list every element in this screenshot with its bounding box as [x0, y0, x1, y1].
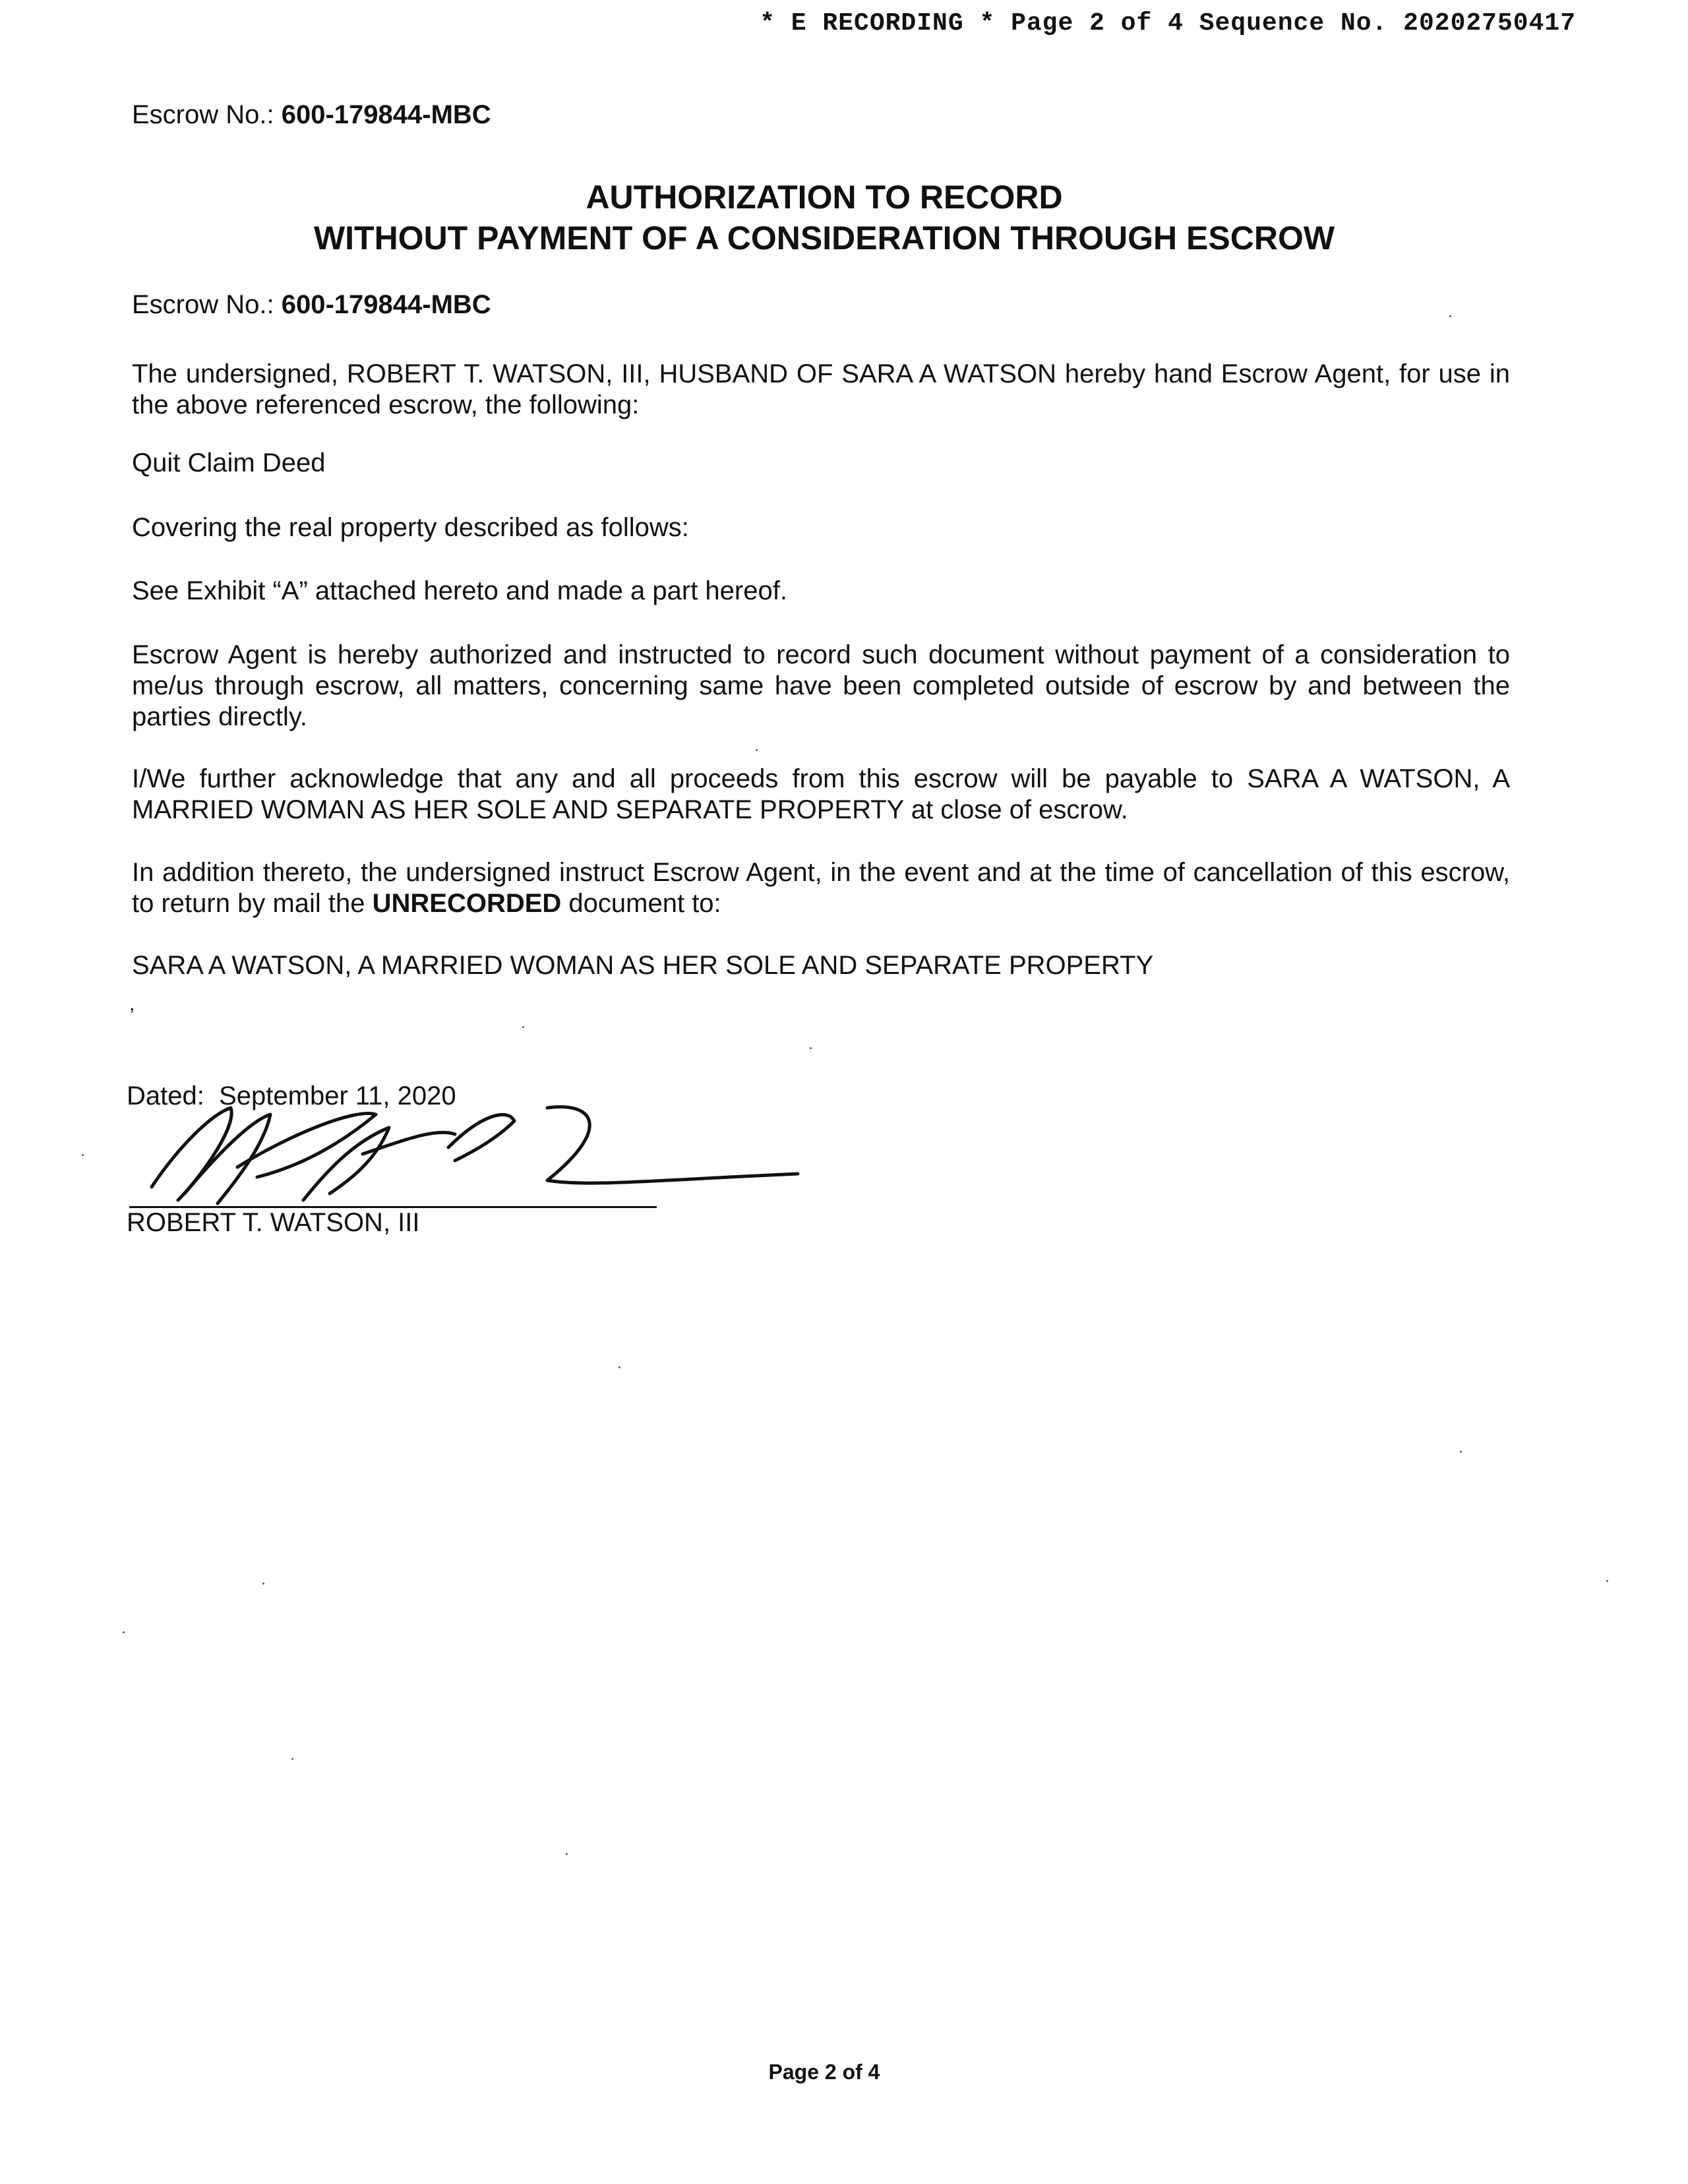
escrow-label: Escrow No.: [132, 290, 274, 319]
title-line-2: WITHOUT PAYMENT OF A CONSIDERATION THROUGH ESCROW [313, 220, 1335, 257]
unrecorded-emphasis: UNRECORDED [372, 889, 562, 918]
escrow-label: Escrow No.: [132, 100, 274, 129]
page-number: Page 2 of 4 [768, 2060, 880, 2084]
scan-speck [618, 1366, 620, 1368]
cancellation-paragraph [132, 857, 1510, 919]
scan-speck [756, 749, 758, 751]
exhibit-text: See Exhibit “A” attached hereto and made a part hereof. [132, 576, 787, 605]
scan-speck [1449, 315, 1451, 317]
dated-label: Dated: [127, 1081, 204, 1110]
covering-text: Covering the real property described as follows: [132, 513, 689, 542]
return-to-address: SARA A WATSON, A MARRIED WOMAN AS HER SOLE AND SEPARATE PROPERTY [132, 951, 1154, 980]
cancellation-text-start: In addition thereto, the undersigned instruct Escrow Agent, in the event and at the time of cancellation of this escrow, to return by mail the [132, 858, 1510, 918]
scan-speck [810, 1047, 812, 1049]
document-title [0, 177, 1648, 258]
scan-speck [123, 1631, 125, 1633]
scan-speck [262, 1583, 264, 1585]
signer-name: ROBERT T. WATSON, III [127, 1208, 420, 1237]
scan-speck [566, 1853, 568, 1855]
acknowledge-paragraph: I/We further acknowledge that any and all proceeds from this escrow will be payable to SARA A WATSON, A MARRIED WOMAN AS HER SOLE AND SEPARATE PROPERTY at close of escrow. [132, 764, 1510, 824]
scan-speck [522, 1026, 524, 1028]
cancellation-text-end: document to: [561, 889, 721, 918]
scan-speck [291, 1758, 293, 1760]
recording-stamp: * E RECORDING * Page 2 of 4 Sequence No. 20202750417 [760, 9, 1576, 38]
intro-paragraph: The undersigned, ROBERT T. WATSON, III, HUSBAND OF SARA A WATSON hereby hand Escrow Agent, for use in the above referenced escrow, the following: [132, 359, 1510, 419]
document-type: Quit Claim Deed [132, 448, 326, 477]
handwritten-signature [138, 1088, 811, 1213]
escrow-number-top [132, 100, 491, 130]
scan-speck [1460, 1451, 1462, 1453]
authorization-paragraph: Escrow Agent is hereby authorized and instructed to record such document without payment of a consideration to me/us through escrow, all matters, concerning same have been completed outside of escrow by and between the parties directly. [132, 640, 1510, 731]
title-line-1: AUTHORIZATION TO RECORD [586, 179, 1063, 216]
scan-speck [82, 1154, 84, 1156]
escrow-number-second [132, 290, 491, 320]
escrow-number: 600-179844-MBC [281, 100, 491, 129]
escrow-number: 600-179844-MBC [281, 290, 491, 319]
scan-speck [1606, 1580, 1608, 1582]
stray-comma: , [129, 993, 135, 1015]
dated-value: September 11, 2020 [219, 1081, 456, 1110]
